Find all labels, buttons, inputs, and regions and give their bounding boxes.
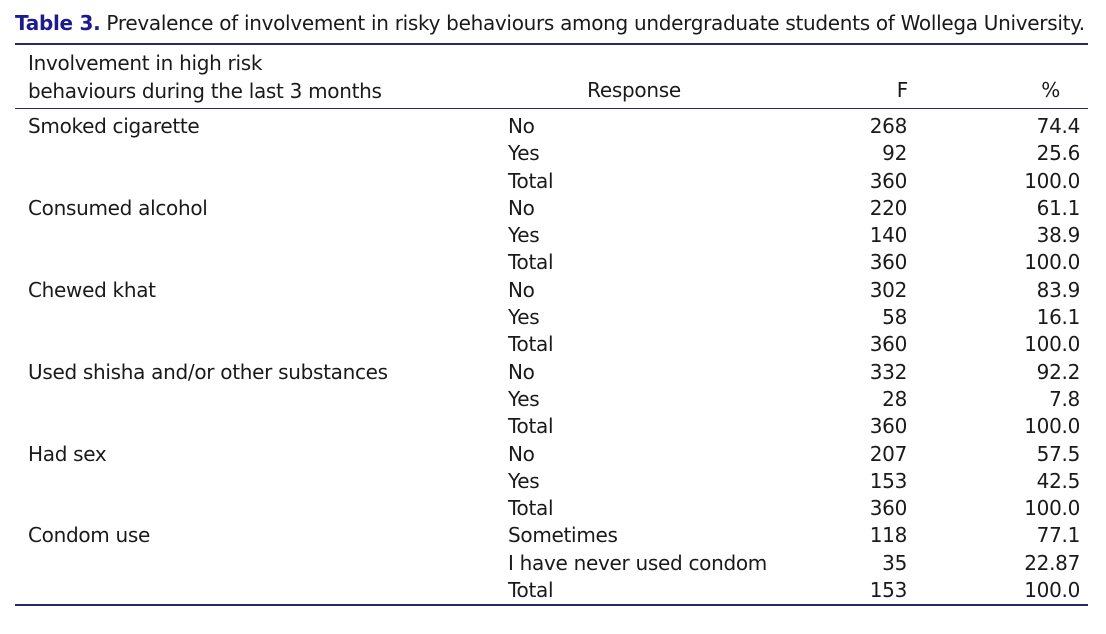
cell-frequency: 332: [869, 359, 907, 384]
cell-percent: 83.9: [1036, 277, 1080, 302]
cell-response: Total: [508, 168, 554, 193]
cell-frequency: 207: [869, 441, 907, 466]
table-caption-text: Prevalence of involvement in risky behaviours among undergraduate students of Wollega University.: [100, 11, 1085, 35]
table-row: [0, 113, 1106, 140]
cell-response: No: [508, 114, 535, 138]
cell-frequency: 360: [869, 414, 907, 439]
table-row: [0, 195, 1106, 222]
cell-behaviour: Chewed khat: [28, 277, 156, 302]
table-row: [0, 386, 1106, 413]
cell-response: Total: [508, 414, 554, 439]
cell-percent: 92.2: [1036, 359, 1080, 384]
table-row: [0, 550, 1106, 577]
cell-response: Total: [508, 496, 554, 521]
cell-percent: 100.0: [1024, 414, 1080, 439]
cell-response: No: [508, 359, 535, 384]
cell-percent: 100.0: [1024, 250, 1080, 275]
table-row: [0, 277, 1106, 304]
header-behaviour: [28, 50, 382, 105]
cell-percent: 22.87: [1024, 550, 1080, 575]
cell-percent: 7.8: [1049, 386, 1080, 411]
cell-response: No: [508, 277, 535, 302]
cell-response: Yes: [508, 141, 540, 166]
cell-response: No: [508, 195, 535, 220]
cell-response: I have never used condom: [508, 550, 767, 575]
cell-frequency: 58: [882, 305, 907, 330]
cell-percent: 74.4: [1036, 114, 1080, 138]
cell-frequency: 360: [869, 332, 907, 357]
table-row: [0, 331, 1106, 358]
table-caption: [15, 11, 1085, 35]
table-row: [0, 468, 1106, 495]
cell-behaviour: Consumed alcohol: [28, 195, 208, 220]
header-response: Response: [587, 78, 681, 102]
cell-percent: 16.1: [1036, 305, 1080, 330]
cell-frequency: 92: [882, 141, 907, 166]
cell-percent: 42.5: [1036, 468, 1080, 493]
cell-response: Total: [508, 332, 554, 357]
cell-frequency: 35: [882, 550, 907, 575]
cell-frequency: 268: [869, 114, 907, 138]
table-row: [0, 413, 1106, 440]
cell-response: Yes: [508, 223, 540, 248]
table-row: [0, 577, 1106, 604]
cell-percent: 77.1: [1036, 523, 1080, 548]
cell-response: Yes: [508, 305, 540, 330]
cell-percent: 100.0: [1024, 168, 1080, 193]
table-row: [0, 304, 1106, 331]
cell-frequency: 302: [869, 277, 907, 302]
header-behaviour-line1: Involvement in high risk: [28, 51, 263, 75]
cell-frequency: 360: [869, 496, 907, 521]
cell-frequency: 360: [869, 168, 907, 193]
cell-behaviour: Had sex: [28, 441, 107, 466]
cell-response: No: [508, 441, 535, 466]
table-row: [0, 522, 1106, 549]
cell-frequency: 220: [869, 195, 907, 220]
cell-frequency: 28: [882, 386, 907, 411]
cell-behaviour: Used shisha and/or other substances: [28, 359, 388, 384]
cell-behaviour: Condom use: [28, 523, 151, 548]
cell-response: Yes: [508, 468, 540, 493]
header-frequency: F: [896, 78, 908, 102]
table-body: [0, 113, 1106, 604]
table-top-rule: [15, 43, 1088, 45]
table-row: [0, 441, 1106, 468]
cell-response: Sometimes: [508, 523, 618, 548]
cell-percent: 25.6: [1036, 141, 1080, 166]
cell-percent: 57.5: [1036, 441, 1080, 466]
cell-behaviour: Smoked cigarette: [28, 114, 200, 138]
header-behaviour-line2: behaviours during the last 3 months: [28, 78, 382, 103]
cell-frequency: 153: [869, 468, 907, 493]
cell-response: Yes: [508, 386, 540, 411]
cell-percent: 100.0: [1024, 578, 1080, 603]
cell-response: Total: [508, 250, 554, 275]
cell-frequency: 118: [869, 523, 907, 548]
cell-percent: 38.9: [1036, 223, 1080, 248]
table-header-rule: [15, 108, 1088, 109]
table-label: Table 3.: [15, 11, 101, 35]
table-row: [0, 249, 1106, 276]
cell-percent: 100.0: [1024, 496, 1080, 521]
cell-frequency: 153: [869, 578, 907, 603]
cell-frequency: 140: [869, 223, 907, 248]
cell-frequency: 360: [869, 250, 907, 275]
table-row: [0, 222, 1106, 249]
table-row: [0, 495, 1106, 522]
cell-response: Total: [508, 578, 554, 603]
cell-percent: 61.1: [1036, 195, 1080, 220]
table-row: [0, 359, 1106, 386]
table-row: [0, 140, 1106, 167]
header-percent: %: [1041, 78, 1060, 102]
table-row: [0, 168, 1106, 195]
table-bottom-rule: [15, 604, 1088, 606]
cell-percent: 100.0: [1024, 332, 1080, 357]
